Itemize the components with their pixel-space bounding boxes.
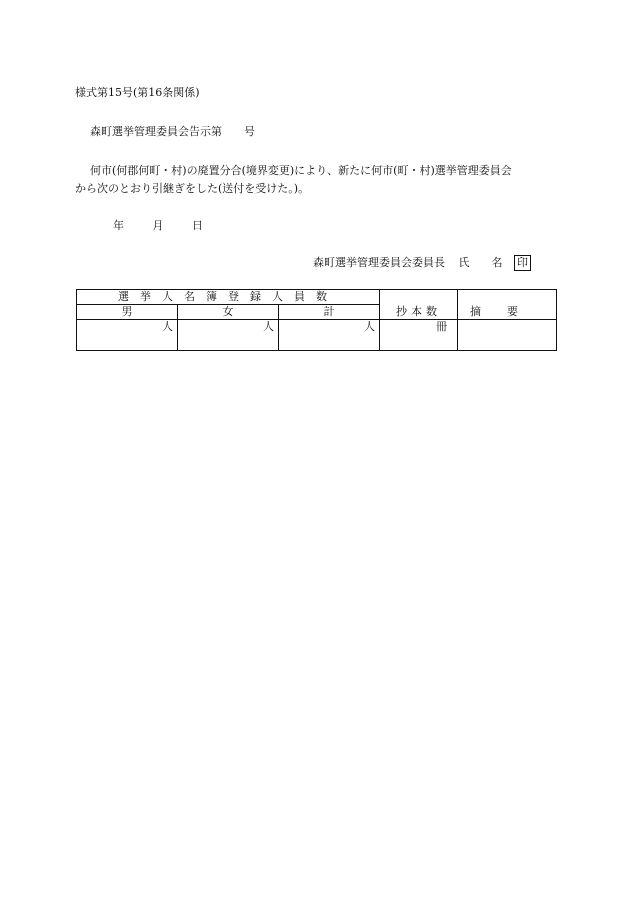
signature-title: 森町選挙管理委員会委員長 [313,256,445,269]
header-male: 男 [77,305,178,320]
date-year: 年 [113,219,124,232]
cell-total-count: 人 [279,320,380,351]
header-registered-count: 選挙人名簿登録人員数 [77,290,380,305]
seal-mark: 印 [514,255,531,271]
header-copies: 抄本数 [380,290,458,320]
cell-copies-count: 冊 [380,320,458,351]
date-day: 日 [192,219,203,232]
signature-line [313,254,531,271]
header-female: 女 [178,305,279,320]
header-remarks: 摘要 [458,290,557,320]
body-line-2: から次のとおり引継ぎをした(送付を受けた。)。 [75,182,310,195]
cell-female-count: 人 [178,320,279,351]
form-number: 様式第15号(第16条関係) [75,86,200,99]
cell-remarks [458,320,557,351]
date-line [113,217,203,233]
notice-title: 森町選挙管理委員会告示第 号 [90,125,255,138]
header-total: 計 [279,305,380,320]
date-month: 月 [152,219,164,232]
cell-male-count: 人 [77,320,178,351]
roll-count-table [76,289,557,351]
signature-name-label: 氏 名 [458,256,503,269]
body-line-1: 何市(何郡何町・村)の廃置分合(境界変更)により、新たに何市(町・村)選挙管理委員会 [90,164,512,177]
